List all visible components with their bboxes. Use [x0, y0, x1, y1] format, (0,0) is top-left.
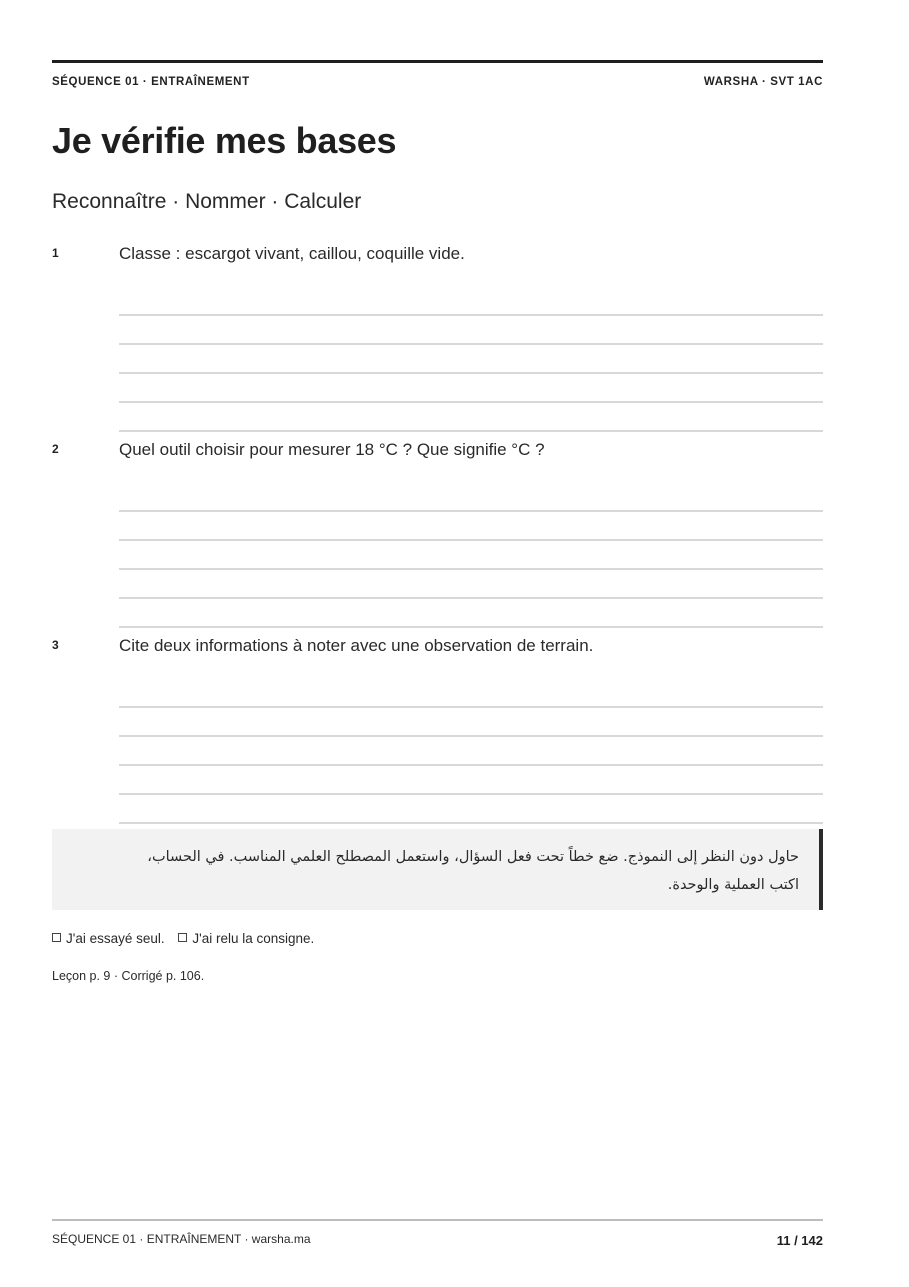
checklist-label: J'ai essayé seul.	[66, 931, 165, 946]
question-number: 1	[52, 246, 59, 260]
question-text: Quel outil choisir pour mesurer 18 °C ? Que signifie °C ?	[119, 440, 545, 459]
answer-lines[interactable]	[119, 679, 823, 824]
tip-line-1: حاول دون النظر إلى النموذج. ضع خطاً تحت فعل السؤال، واستعمل المصطلح العلمي المناسب. في الحساب،	[147, 849, 799, 865]
question-text: Cite deux informations à noter avec une observation de terrain.	[119, 636, 594, 655]
answer-line[interactable]	[119, 287, 823, 316]
page-number: 11 / 142	[776, 1233, 823, 1248]
answer-line[interactable]	[119, 708, 823, 737]
answer-line[interactable]	[119, 403, 823, 432]
arabic-tip-text	[79, 843, 799, 899]
answer-line[interactable]	[119, 737, 823, 766]
header-brand-label: WARSHA · SVT 1AC	[703, 76, 823, 88]
page-references: Leçon p. 9 · Corrigé p. 106.	[52, 969, 205, 983]
answer-line[interactable]	[119, 374, 823, 403]
footer-label: SÉQUENCE 01 · ENTRAÎNEMENT · warsha.ma	[52, 1232, 311, 1246]
top-rule	[52, 60, 823, 63]
checkbox-icon[interactable]	[178, 933, 187, 942]
answer-line[interactable]	[119, 599, 823, 628]
answer-line[interactable]	[119, 570, 823, 599]
answer-lines[interactable]	[119, 287, 823, 432]
page-subtitle: Reconnaître · Nommer · Calculer	[52, 190, 362, 213]
answer-lines[interactable]	[119, 483, 823, 628]
arabic-tip-box	[52, 829, 823, 910]
answer-line[interactable]	[119, 345, 823, 374]
question-number: 3	[52, 638, 59, 652]
answer-line[interactable]	[119, 766, 823, 795]
question-number: 2	[52, 442, 59, 456]
answer-line[interactable]	[119, 316, 823, 345]
tip-line-2: اكتب العملية والوحدة.	[667, 877, 799, 893]
page-title: Je vérifie mes bases	[52, 120, 397, 161]
checklist-item-2[interactable]	[178, 931, 314, 946]
question-text: Classe : escargot vivant, caillou, coquille vide.	[119, 244, 465, 263]
answer-line[interactable]	[119, 512, 823, 541]
header-sequence-label: SÉQUENCE 01 · ENTRAÎNEMENT	[52, 76, 250, 88]
checklist-label: J'ai relu la consigne.	[192, 931, 315, 946]
footer-rule	[52, 1219, 823, 1221]
answer-line[interactable]	[119, 483, 823, 512]
self-checklist	[52, 931, 324, 946]
checklist-item-1[interactable]	[52, 931, 165, 946]
answer-line[interactable]	[119, 541, 823, 570]
answer-line[interactable]	[119, 795, 823, 824]
checkbox-icon[interactable]	[52, 933, 61, 942]
answer-line[interactable]	[119, 679, 823, 708]
